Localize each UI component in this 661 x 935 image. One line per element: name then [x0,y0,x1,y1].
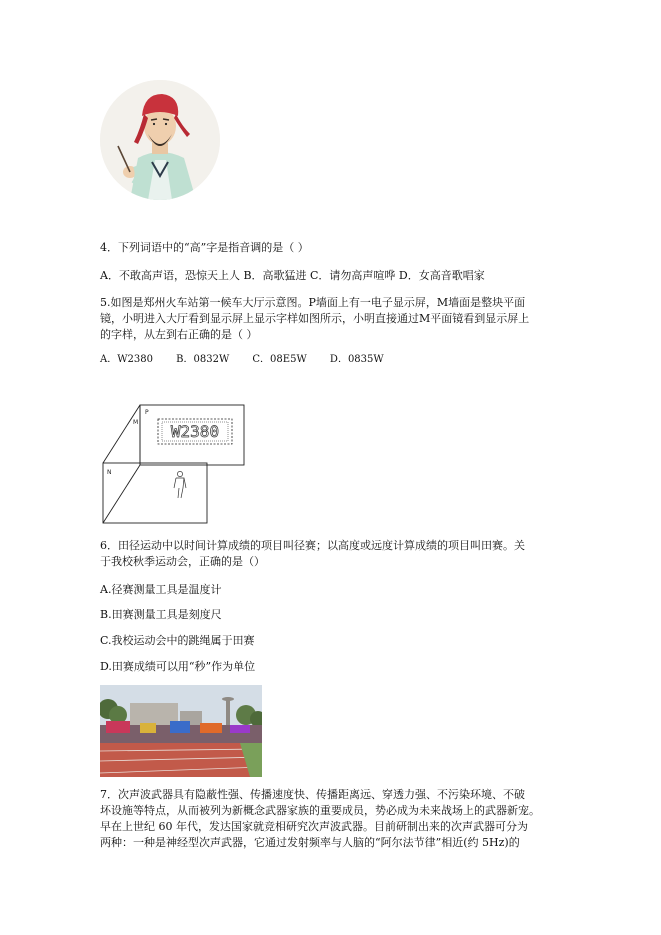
question-5-stem-line-2: 镜，小明进入大厅看到显示屏上显示字样如图所示，小明直接通过M平面镜看到显示屏上 [100,312,530,325]
question-6-stem-line-1: 6．田径运动中以时间计算成绩的项目叫径赛；以高度或远度计算成绩的项目叫田赛。关 [100,539,525,552]
question-6-option-d: D.田赛成绩可以用“秒”作为单位 [100,660,256,673]
label-m: M [133,419,139,426]
sports-meet-photo [100,685,262,777]
question-7-line-3: 早在上世纪 60 年代，发达国家就竞相研究次声波武器。目前研制出来的次声武器可分为 [100,820,528,833]
display-screen-text: W2380 [170,422,220,441]
waiting-hall-diagram [100,402,248,526]
question-6-option-a: A.径赛测量工具是温度计 [100,583,222,596]
option-d: D．0835W [329,354,384,365]
question-7-line-2: 坏设施等特点，从而被列为新概念武器家族的重要成员，势必成为未来战场上的武器新宠。 [100,804,540,817]
option-a: A．W2380 [100,354,153,365]
option-c: C．08E5W [252,354,307,365]
person-icon [174,471,186,498]
question-7-line-1: 7．次声波武器具有隐蔽性强、传播速度快、传播距离远、穿透力强、不污染环境、不破 [100,788,525,801]
question-4-options: A．不敢高声语，恐惊天上人 B．高歌猛进 C．请勿高声喧哗 D．女高音歌唱家 [100,269,485,282]
question-6-option-c: C.我校运动会中的跳绳属于田赛 [100,634,255,647]
question-5-stem-line-1: 5.如图是郑州火车站第一候车大厅示意图。P墙面上有一电子显示屏，M墙面是整块平面 [100,296,526,309]
question-6-stem-line-2: 于我校秋季运动会，正确的是（） [100,555,265,568]
question-5-stem-line-3: 的字样，从左到右正确的是（ ） [100,328,258,341]
poet-portrait-image [100,80,220,200]
question-5-options [100,352,384,368]
label-p: P [145,409,149,416]
question-6-option-b: B.田赛测量工具是刻度尺 [100,608,222,621]
option-b: B．0832W [176,354,230,365]
question-7-line-4: 两种：一种是神经型次声武器，它通过发射频率与人脑的“阿尔法节律”相近(约 5Hz)的 [100,836,520,849]
question-4-stem: 4．下列词语中的“高”字是指音调的是（ ） [100,241,309,254]
label-n: N [107,469,112,476]
